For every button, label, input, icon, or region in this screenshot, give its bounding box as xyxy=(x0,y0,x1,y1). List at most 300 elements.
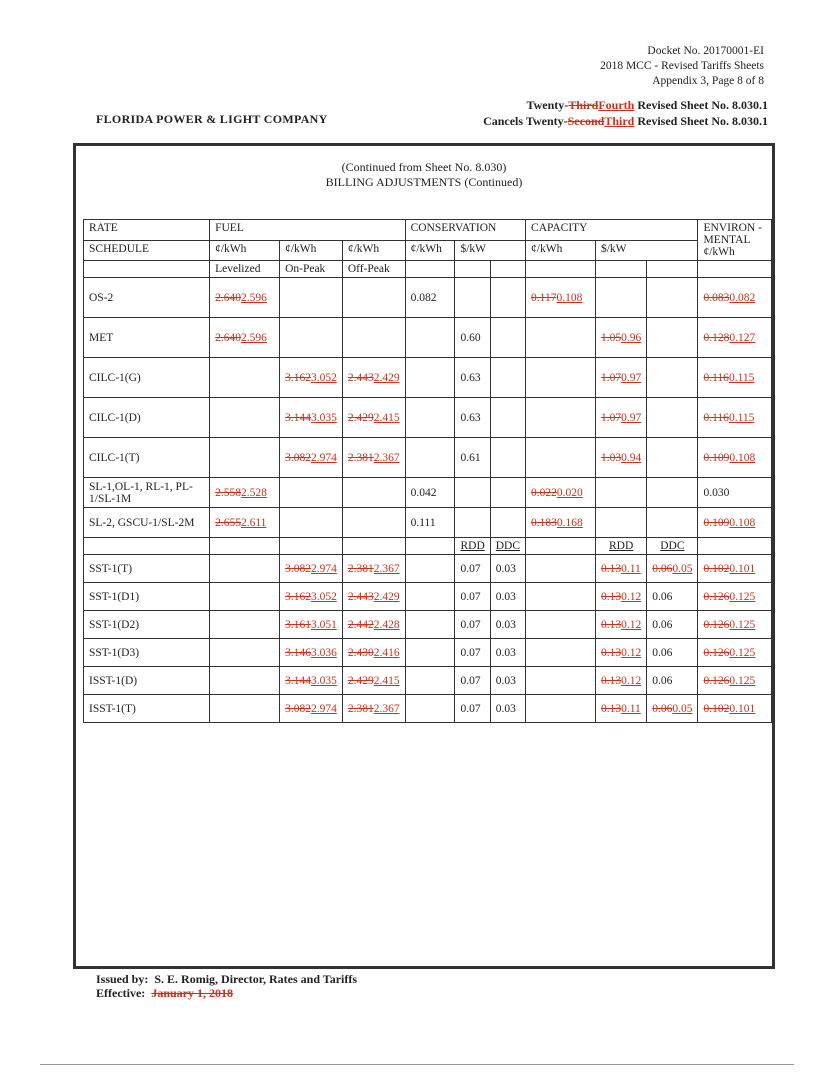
rate-name xyxy=(84,318,210,358)
fuel-offpeak-old: 2.429 xyxy=(347,411,374,424)
env-new: 0.108 xyxy=(729,516,756,529)
rate-name xyxy=(84,358,210,398)
fuel-onpeak xyxy=(280,639,343,667)
env-new: 0.108 xyxy=(729,451,756,464)
cap-ddc-header xyxy=(647,538,698,555)
environmental xyxy=(698,583,772,611)
sheet-suffix: Revised Sheet No. 8.030.1 xyxy=(634,98,768,112)
cap-kw-new: 0.97 xyxy=(621,371,642,384)
cons-blank xyxy=(490,478,525,508)
fuel-onpeak xyxy=(280,508,343,538)
cons-blank xyxy=(490,508,525,538)
docket-block xyxy=(600,44,764,89)
fuel-levelized-new: 2.611 xyxy=(240,516,267,529)
rate-header: RATE xyxy=(84,220,210,241)
rates-table xyxy=(83,219,772,723)
cap-kwh-old: 0.183 xyxy=(531,516,557,529)
fuel-levelized xyxy=(210,358,280,398)
fuel-offpeak-old: 2.381 xyxy=(347,562,374,575)
cap-kwh xyxy=(526,667,596,695)
cap-kwh xyxy=(526,398,596,438)
cap-kwh-old: 0.022 xyxy=(531,486,557,499)
fuel-onpeak xyxy=(280,478,343,508)
rate-name xyxy=(84,478,210,508)
cap-rdd-new: 0.12 xyxy=(621,646,642,659)
cons-kw xyxy=(455,318,490,358)
fuel-offpeak-old: 2.443 xyxy=(347,590,374,603)
docket-number: Docket No. 20170001-EI xyxy=(647,45,764,57)
env-old: 0.126 xyxy=(703,618,730,631)
fuel-levelized-new: 2.596 xyxy=(240,331,267,344)
fuel-offpeak-new: 2.416 xyxy=(373,646,400,659)
fuel-levelized xyxy=(210,695,280,723)
cap-rdd xyxy=(595,583,646,611)
cons-rdd xyxy=(455,611,490,639)
onpeak-header: On-Peak xyxy=(280,261,343,278)
fuel-levelized xyxy=(210,555,280,583)
cons-kwh xyxy=(405,695,455,723)
fuel-offpeak-old: 2.430 xyxy=(347,646,374,659)
sheet-prefix: Twenty- xyxy=(526,98,569,112)
cancels-suffix: Revised Sheet No. 8.030.1 xyxy=(634,114,768,128)
fuel-onpeak xyxy=(280,555,343,583)
cap-kwh xyxy=(526,508,596,538)
env-old: 0.109 xyxy=(703,516,730,529)
cap-ddc xyxy=(647,695,698,723)
cap-blank xyxy=(647,478,698,508)
table-row xyxy=(84,438,772,478)
fuel-onpeak-old: 3.162 xyxy=(285,371,311,384)
header-row-3 xyxy=(84,261,772,278)
cap-ddc-value: 0.06 xyxy=(652,674,673,687)
fuel-offpeak xyxy=(342,667,405,695)
environmental xyxy=(698,639,772,667)
table-row xyxy=(84,555,772,583)
table-row xyxy=(84,318,772,358)
cap-kwh-new: 0.168 xyxy=(556,516,583,529)
sheet-old: Third xyxy=(568,98,599,112)
rate-name xyxy=(84,695,210,723)
cons-kwh xyxy=(405,438,455,478)
cons-kw-value: 0.61 xyxy=(460,451,481,464)
issued-by xyxy=(96,972,357,986)
cons-rdd-value: 0.07 xyxy=(460,702,481,715)
cons-rdd xyxy=(455,695,490,723)
issued-value: S. E. Romig, Director, Rates and Tariffs xyxy=(154,972,358,986)
cons-rdd-value: 0.07 xyxy=(460,590,481,603)
fuel-offpeak-old: 2.381 xyxy=(347,702,374,715)
env-old: 0.102 xyxy=(703,562,730,575)
environmental xyxy=(698,611,772,639)
cap-kwh xyxy=(526,611,596,639)
blank-cell xyxy=(455,261,490,278)
fuel-offpeak-unit: ¢/kWh xyxy=(342,240,405,261)
cap-rdd xyxy=(595,695,646,723)
fuel-offpeak-new: 2.428 xyxy=(373,618,400,631)
rate-name-text: OS-2 xyxy=(89,291,114,304)
table-row xyxy=(84,611,772,639)
fuel-offpeak-old: 2.381 xyxy=(347,451,374,464)
fuel-offpeak xyxy=(342,611,405,639)
header-row-2 xyxy=(84,240,772,261)
cons-ddc-value: 0.03 xyxy=(495,590,516,603)
cons-kwh xyxy=(405,611,455,639)
fuel-onpeak-unit: ¢/kWh xyxy=(280,240,343,261)
environmental-label: ENVIRON -MENTAL xyxy=(703,222,762,246)
effective-label: Effective: xyxy=(96,986,146,1000)
fuel-offpeak xyxy=(342,438,405,478)
cons-rdd xyxy=(455,667,490,695)
env-old: 0.126 xyxy=(703,646,730,659)
env-new: 0.101 xyxy=(729,702,756,715)
cap-kwh xyxy=(526,583,596,611)
cap-ddc-new: 0.05 xyxy=(672,702,693,715)
cons-kwh-value: 0.111 xyxy=(410,516,436,529)
fuel-onpeak-new: 3.052 xyxy=(310,371,337,384)
fuel-onpeak-old: 3.082 xyxy=(285,451,311,464)
rate-name-text: SST-1(D1) xyxy=(89,590,140,603)
tariff-frame xyxy=(73,143,775,969)
blank-cell xyxy=(647,261,698,278)
env-new: 0.101 xyxy=(729,562,756,575)
cap-rdd-new: 0.12 xyxy=(621,590,642,603)
cancels-old: Second xyxy=(567,114,605,128)
cons-ddc xyxy=(490,583,525,611)
blank-cell xyxy=(595,261,646,278)
cap-kw-new: 0.94 xyxy=(621,451,642,464)
fuel-levelized xyxy=(210,438,280,478)
fuel-levelized-old: 2.640 xyxy=(215,331,241,344)
cap-kwh xyxy=(526,478,596,508)
cons-ddc-value: 0.03 xyxy=(495,562,516,575)
cons-rdd-value: 0.07 xyxy=(460,646,481,659)
rate-name-text: SST-1(D2) xyxy=(89,618,140,631)
ddc-label: DDC xyxy=(660,540,685,552)
environmental xyxy=(698,508,772,538)
cap-rdd-old: 0.13 xyxy=(600,562,622,575)
fuel-offpeak xyxy=(342,508,405,538)
rate-name-text: SL-2, GSCU-1/SL-2M xyxy=(89,516,195,529)
rate-name-text: ISST-1(D) xyxy=(89,674,138,687)
table-row xyxy=(84,398,772,438)
fuel-onpeak-old: 3.082 xyxy=(285,702,311,715)
rdd-label: RDD xyxy=(460,540,485,552)
rate-name xyxy=(84,508,210,538)
env-old: 0.116 xyxy=(703,411,729,424)
cap-kw xyxy=(595,508,646,538)
blank-cell xyxy=(526,538,596,555)
environmental xyxy=(698,667,772,695)
cons-ddc xyxy=(490,639,525,667)
rate-name-text: CILC-1(D) xyxy=(89,411,141,424)
cons-rdd xyxy=(455,639,490,667)
fuel-offpeak xyxy=(342,695,405,723)
rate-name-text: SL-1,OL-1, RL-1, PL-1/SL-1M xyxy=(89,480,193,505)
cap-rdd-new: 0.12 xyxy=(621,618,642,631)
cap-blank xyxy=(647,508,698,538)
cap-kwh-new: 0.020 xyxy=(556,486,583,499)
docket-subtitle: 2018 MCC - Revised Tariffs Sheets xyxy=(600,60,764,72)
fuel-onpeak xyxy=(280,398,343,438)
environmental xyxy=(698,695,772,723)
cap-ddc-value: 0.06 xyxy=(652,646,673,659)
rate-name xyxy=(84,555,210,583)
cap-kw-new: 0.96 xyxy=(621,331,642,344)
cons-kwh xyxy=(405,555,455,583)
cap-kw-old: 1.03 xyxy=(600,451,622,464)
cap-rdd-old: 0.13 xyxy=(600,646,622,659)
cons-kw-unit: $/kW xyxy=(455,240,526,261)
cap-kwh xyxy=(526,278,596,318)
fuel-levelized-new: 2.528 xyxy=(240,486,267,499)
footer xyxy=(96,972,357,1000)
environmental-header xyxy=(698,220,772,261)
cap-kwh-old: 0.117 xyxy=(531,291,557,304)
cap-kwh xyxy=(526,358,596,398)
rate-name xyxy=(84,438,210,478)
cap-kwh xyxy=(526,695,596,723)
environmental xyxy=(698,478,772,508)
fuel-levelized-old: 2.640 xyxy=(215,291,241,304)
issued-label: Issued by: xyxy=(96,972,149,986)
rate-name xyxy=(84,278,210,318)
cap-ddc xyxy=(647,667,698,695)
cap-rdd xyxy=(595,611,646,639)
cap-kw xyxy=(595,358,646,398)
cons-kwh xyxy=(405,583,455,611)
rate-name-text: CILC-1(G) xyxy=(89,371,141,384)
cap-ddc xyxy=(647,555,698,583)
continued-line: (Continued from Sheet No. 8.030) xyxy=(341,160,507,174)
fuel-onpeak-new: 3.035 xyxy=(310,411,337,424)
cap-rdd-old: 0.13 xyxy=(600,702,622,715)
cancels-revision xyxy=(483,113,768,129)
continued-header xyxy=(76,160,772,190)
environmental xyxy=(698,555,772,583)
effective xyxy=(96,986,357,1000)
fuel-levelized xyxy=(210,508,280,538)
cap-kw xyxy=(595,438,646,478)
fuel-onpeak-new: 2.974 xyxy=(310,702,337,715)
cons-kwh xyxy=(405,639,455,667)
levelized-header: Levelized xyxy=(210,261,280,278)
cons-kw-value: 0.60 xyxy=(460,331,481,344)
table-row xyxy=(84,358,772,398)
cons-ddc-value: 0.03 xyxy=(495,618,516,631)
cap-rdd xyxy=(595,639,646,667)
env-new: 0.125 xyxy=(729,618,756,631)
environmental xyxy=(698,318,772,358)
blank-cell xyxy=(698,261,772,278)
cap-kwh xyxy=(526,555,596,583)
cons-blank xyxy=(490,438,525,478)
cons-ddc-value: 0.03 xyxy=(495,646,516,659)
rdd-label: RDD xyxy=(608,540,634,552)
rate-name xyxy=(84,398,210,438)
environmental xyxy=(698,358,772,398)
cons-kwh xyxy=(405,508,455,538)
appendix-page: Appendix 3, Page 8 of 8 xyxy=(652,75,764,87)
fuel-levelized xyxy=(210,611,280,639)
fuel-onpeak xyxy=(280,667,343,695)
table-row xyxy=(84,695,772,723)
cap-rdd-new: 0.11 xyxy=(621,702,641,715)
cons-kwh xyxy=(405,318,455,358)
env-new: 0.125 xyxy=(729,674,756,687)
fuel-offpeak xyxy=(342,318,405,358)
blank-cell xyxy=(280,538,343,555)
fuel-levelized xyxy=(210,639,280,667)
cap-blank xyxy=(647,358,698,398)
fuel-offpeak-old: 2.429 xyxy=(347,674,374,687)
cap-ddc-value: 0.06 xyxy=(652,590,673,603)
rate-name xyxy=(84,667,210,695)
environmental xyxy=(698,278,772,318)
rate-name-text: ISST-1(T) xyxy=(89,702,136,715)
company-name: FLORIDA POWER & LIGHT COMPANY xyxy=(96,112,328,126)
cap-kwh xyxy=(526,438,596,478)
cons-kw xyxy=(455,508,490,538)
env-old: 0.116 xyxy=(703,371,729,384)
fuel-onpeak xyxy=(280,358,343,398)
blank-cell xyxy=(84,538,210,555)
fuel-offpeak-old: 2.442 xyxy=(347,618,374,631)
cons-blank xyxy=(490,398,525,438)
fuel-levelized-new: 2.596 xyxy=(240,291,267,304)
blank-cell xyxy=(526,261,596,278)
fuel-levelized xyxy=(210,667,280,695)
fuel-onpeak-old: 3.162 xyxy=(285,590,311,603)
sheet-info xyxy=(483,97,768,129)
schedule-header: SCHEDULE xyxy=(84,240,210,261)
env-new: 0.115 xyxy=(728,371,755,384)
fuel-onpeak-old: 3.161 xyxy=(285,618,311,631)
rate-name-text: CILC-1(T) xyxy=(89,451,140,464)
capacity-header: CAPACITY xyxy=(526,220,698,241)
fuel-offpeak xyxy=(342,583,405,611)
fuel-onpeak-old: 3.144 xyxy=(285,411,311,424)
env-new: 0.115 xyxy=(728,411,755,424)
fuel-onpeak-new: 2.974 xyxy=(310,562,337,575)
cons-rdd-value: 0.07 xyxy=(460,618,481,631)
cons-rdd-value: 0.07 xyxy=(460,562,481,575)
cons-blank xyxy=(490,318,525,358)
env-new: 0.125 xyxy=(729,646,756,659)
cons-blank xyxy=(490,358,525,398)
cons-kw xyxy=(455,398,490,438)
cap-kw-old: 1.07 xyxy=(600,411,622,424)
fuel-onpeak-new: 2.974 xyxy=(310,451,337,464)
fuel-offpeak xyxy=(342,278,405,318)
cap-kwh xyxy=(526,639,596,667)
cons-kw-value: 0.63 xyxy=(460,411,481,424)
cap-rdd-header xyxy=(595,538,646,555)
fuel-offpeak-new: 2.429 xyxy=(373,371,400,384)
cap-kwh xyxy=(526,318,596,358)
fuel-onpeak xyxy=(280,611,343,639)
fuel-levelized-unit: ¢/kWh xyxy=(210,240,280,261)
blank-cell xyxy=(210,538,280,555)
rate-name-text: SST-1(T) xyxy=(89,562,133,575)
ddc-label: DDC xyxy=(495,540,521,552)
cap-blank xyxy=(647,278,698,318)
cap-ddc xyxy=(647,611,698,639)
rate-name xyxy=(84,583,210,611)
cancels-new: Third xyxy=(604,114,635,128)
cons-kwh xyxy=(405,398,455,438)
cons-kwh-value: 0.042 xyxy=(410,486,437,499)
cap-kw-new: 0.97 xyxy=(621,411,642,424)
fuel-offpeak xyxy=(342,555,405,583)
blank-cell xyxy=(342,538,405,555)
cap-ddc-old: 0.06 xyxy=(652,562,673,575)
environmental xyxy=(698,438,772,478)
cons-rdd xyxy=(455,583,490,611)
cap-blank xyxy=(647,318,698,358)
fuel-offpeak-new: 2.367 xyxy=(373,562,400,575)
cons-blank xyxy=(490,278,525,318)
fuel-onpeak xyxy=(280,318,343,358)
cap-ddc xyxy=(647,639,698,667)
fuel-levelized xyxy=(210,398,280,438)
cancels-prefix: Cancels Twenty- xyxy=(483,114,568,128)
cap-rdd xyxy=(595,667,646,695)
env-old: 0.102 xyxy=(703,702,730,715)
fuel-levelized xyxy=(210,278,280,318)
fuel-onpeak xyxy=(280,695,343,723)
cons-ddc xyxy=(490,555,525,583)
cap-rdd-new: 0.12 xyxy=(621,674,642,687)
rdd-ddc-header-row xyxy=(84,538,772,555)
fuel-onpeak-old: 3.082 xyxy=(285,562,311,575)
cap-rdd-new: 0.11 xyxy=(621,562,641,575)
cap-kw xyxy=(595,478,646,508)
cons-kw xyxy=(455,438,490,478)
table-row xyxy=(84,583,772,611)
fuel-onpeak-new: 3.051 xyxy=(310,618,337,631)
cons-ddc xyxy=(490,611,525,639)
cons-rdd-value: 0.07 xyxy=(460,674,481,687)
fuel-onpeak-new: 3.035 xyxy=(310,674,337,687)
cap-kwh-unit: ¢/kWh xyxy=(526,240,596,261)
env-new: 0.127 xyxy=(729,331,756,344)
fuel-levelized-old: 2.558 xyxy=(215,486,241,499)
cons-kw xyxy=(455,358,490,398)
effective-value: January 1, 2018 xyxy=(151,986,233,1000)
cons-ddc xyxy=(490,695,525,723)
cons-ddc-value: 0.03 xyxy=(495,674,516,687)
fuel-offpeak-new: 2.367 xyxy=(373,702,400,715)
fuel-offpeak xyxy=(342,358,405,398)
cap-rdd-old: 0.13 xyxy=(600,590,622,603)
blank-cell xyxy=(698,538,772,555)
cap-rdd-old: 0.13 xyxy=(600,618,622,631)
rate-name xyxy=(84,639,210,667)
fuel-onpeak xyxy=(280,278,343,318)
header-row-1 xyxy=(84,220,772,241)
cons-rdd xyxy=(455,555,490,583)
cap-ddc xyxy=(647,583,698,611)
cap-blank xyxy=(647,398,698,438)
env-old: 0.083 xyxy=(703,291,730,304)
fuel-offpeak xyxy=(342,639,405,667)
blank-cell xyxy=(405,538,455,555)
cap-kw-old: 1.07 xyxy=(600,371,622,384)
env-new: 0.082 xyxy=(729,291,756,304)
rate-name-text: MET xyxy=(89,331,114,344)
fuel-onpeak xyxy=(280,438,343,478)
fuel-levelized xyxy=(210,478,280,508)
